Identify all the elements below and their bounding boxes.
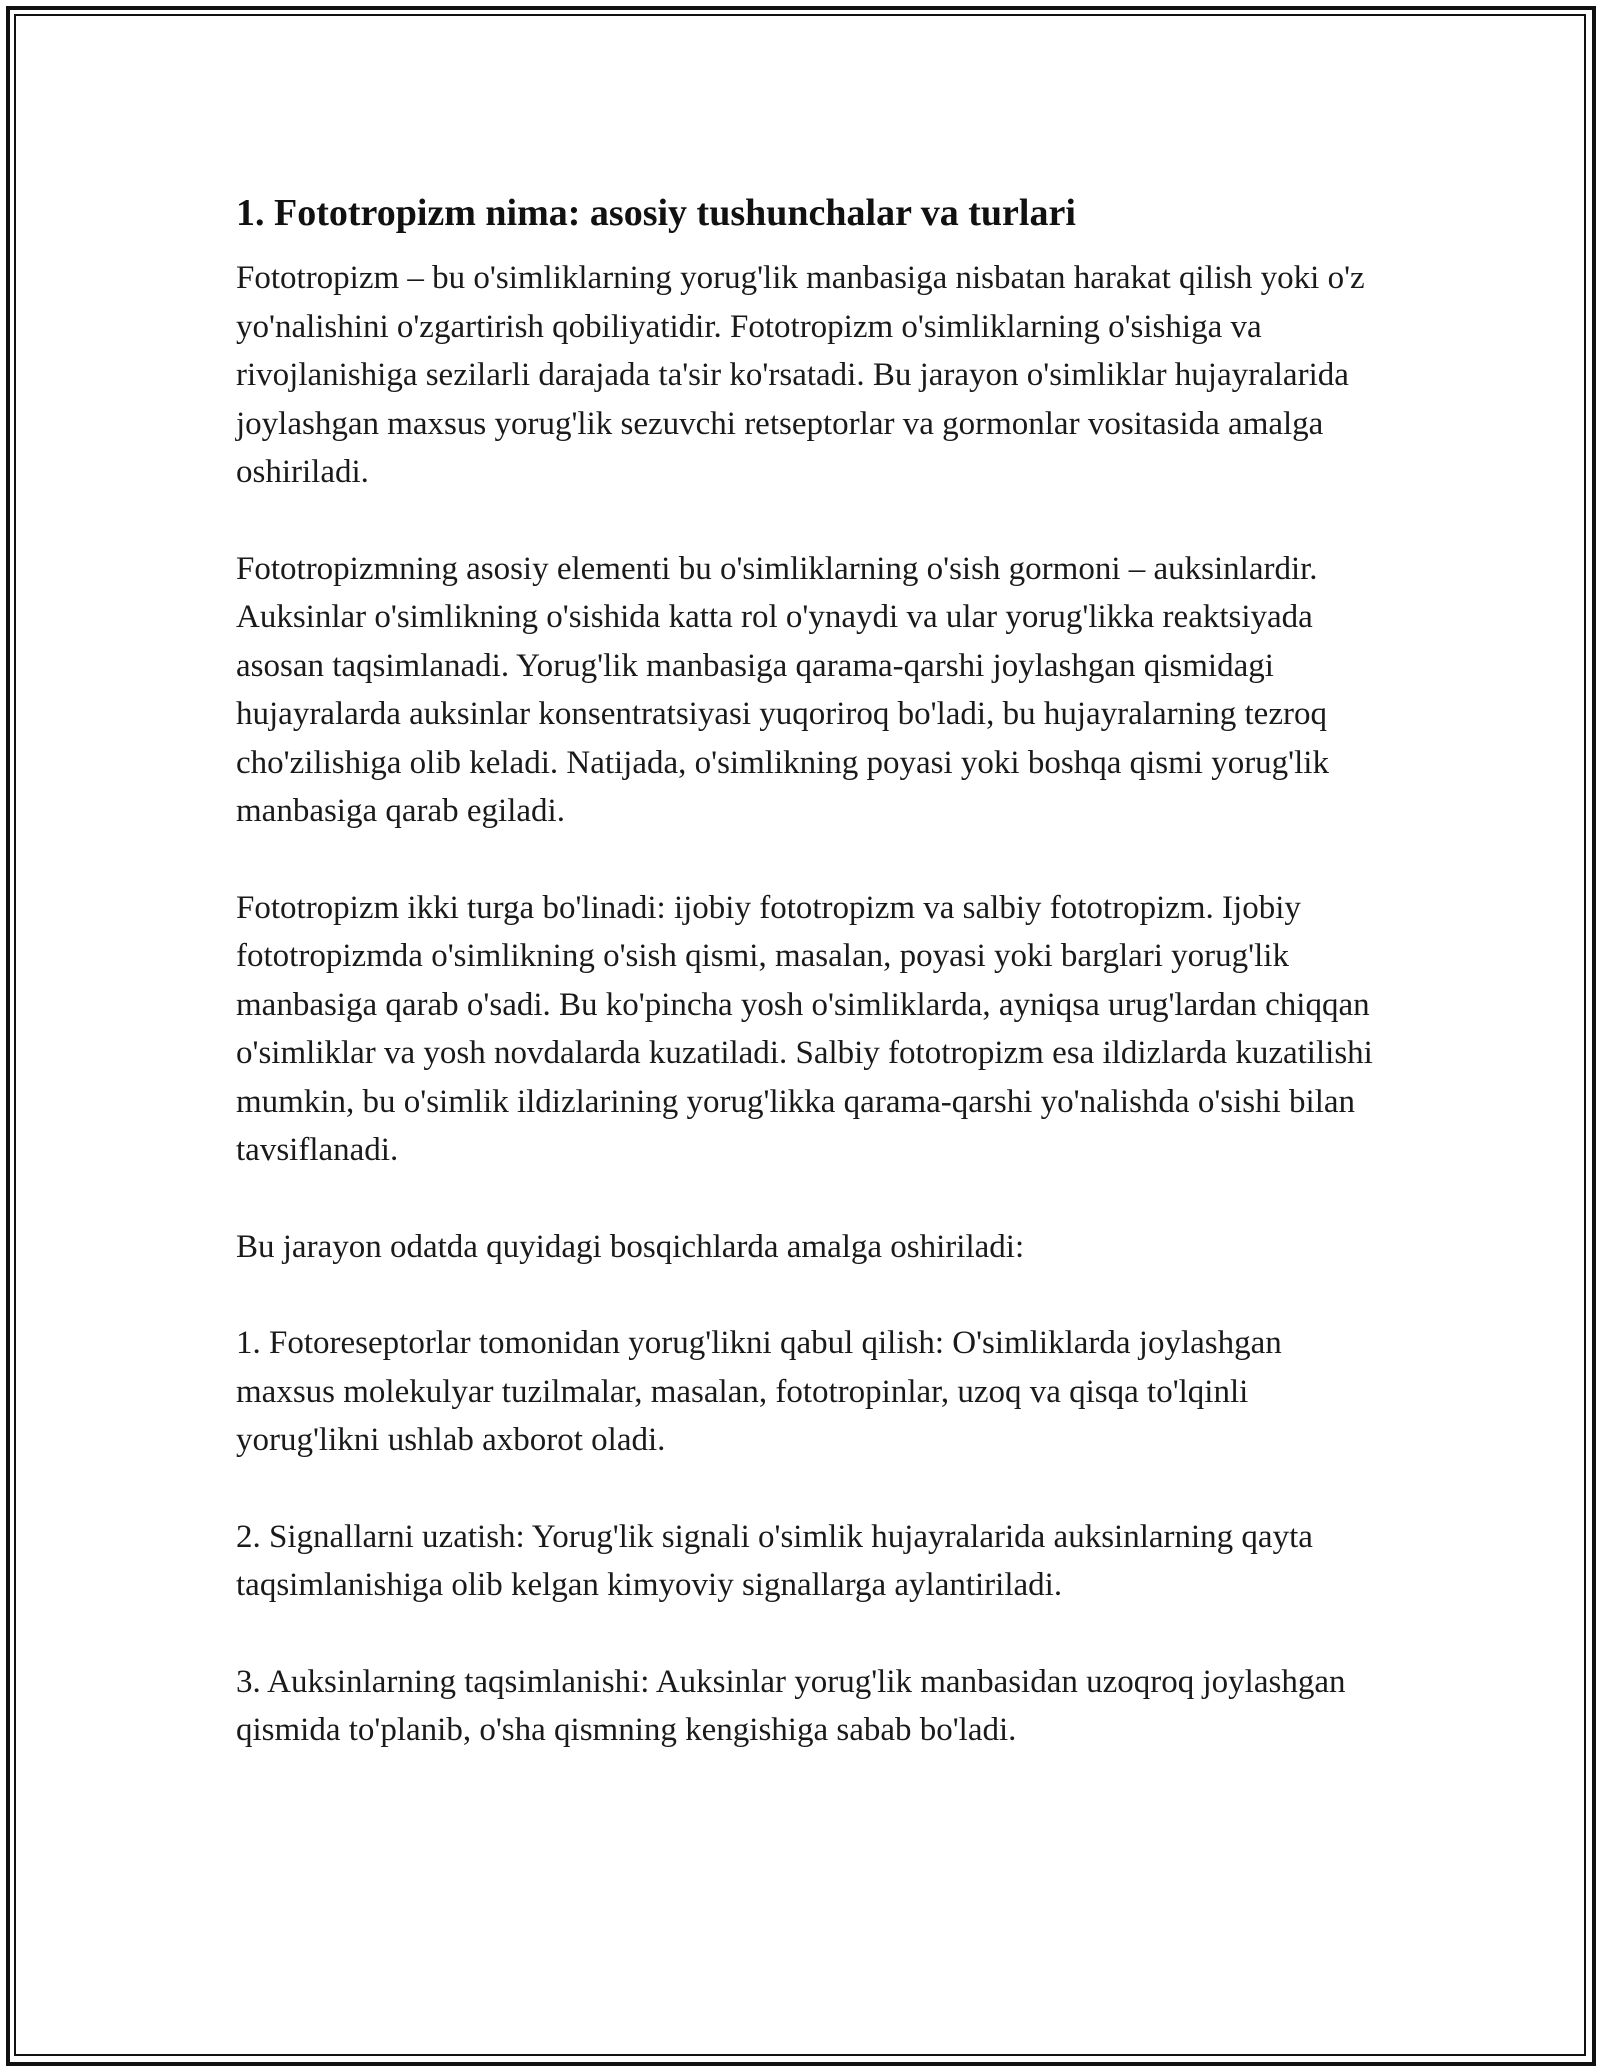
page-title: 1. Fototropizm nima: asosiy tushunchalar va turlari: [236, 192, 1076, 234]
list-item-stage-1: 1. Fotoreseptorlar tomonidan yorug'likni qabul qilish: O'simliklarda joylashgan maxsus molekulyar tuzilmalar, masalan, fototropinlar, uzoq va qisqa to'lqinli yorug'likni ushlab axborot oladi.: [236, 1325, 1282, 1458]
paragraph-stages-intro: Bu jarayon odatda quyidagi bosqichlarda amalga oshiriladi:: [236, 1228, 1025, 1265]
paragraph-types: Fototropizm ikki turga bo'linadi: ijobiy fototropizm va salbiy fototropizm. Ijobiy fototropizmda o'simlikning o'sish qismi, masalan, poyasi yoki barglari yorug'lik manbasiga qarab o'sadi. Bu ko'pincha yosh o'simliklarda, ayniqsa urug'lardan chiqqan o'simliklar va yosh novdalarda kuzatiladi. Salbiy fototropizm esa ildizlarda kuzatilishi mumkin, bu o'simlik ildizlarining yorug'likka qarama-qarshi yo'nalishda o'sishi bilan tavsiflanadi.: [236, 889, 1373, 1168]
list-item-stage-2: 2. Signallarni uzatish: Yorug'lik signali o'simlik hujayralarida auksinlarning qayta taqsimlanishiga olib kelgan kimyoviy signallarga aylantiriladi.: [236, 1518, 1313, 1603]
paragraph-auxins: Fototropizmning asosiy elementi bu o'simliklarning o'sish gormoni – auksinlardir. Auksinlar o'simlikning o'sishida katta rol o'ynaydi va ular yorug'likka reaktsiyada asosan taqsimlanadi. Yorug'lik manbasiga qarama-qarshi joylashgan qismidagi hujayralarda auksinlar konsentratsiyasi yuqoriroq bo'ladi, bu hujayralarning tezroq cho'zilishiga olib keladi. Natijada, o'simlikning poyasi yoki boshqa qismi yorug'lik manbasiga qarab egiladi.: [236, 550, 1329, 829]
paragraph-definition: Fototropizm – bu o'simliklarning yorug'lik manbasiga nisbatan harakat qilish yoki o'z yo'nalishini o'zgartirish qobiliyatidir. Fototropizm o'simliklarning o'sishiga va rivojlanishiga sezilarli darajada ta'sir ko'rsatadi. Bu jarayon o'simliklar hujayralarida joylashgan maxsus yorug'lik sezuvchi retseptorlar va gormonlar vositasida amalga oshiriladi.: [236, 260, 1365, 490]
list-item-stage-3: 3. Auksinlarning taqsimlanishi: Auksinlar yorug'lik manbasidan uzoqroq joylashgan qismida to'planib, o'sha qismning kengishiga sabab bo'ladi.: [236, 1663, 1346, 1748]
document-body: [236, 186, 1386, 1803]
